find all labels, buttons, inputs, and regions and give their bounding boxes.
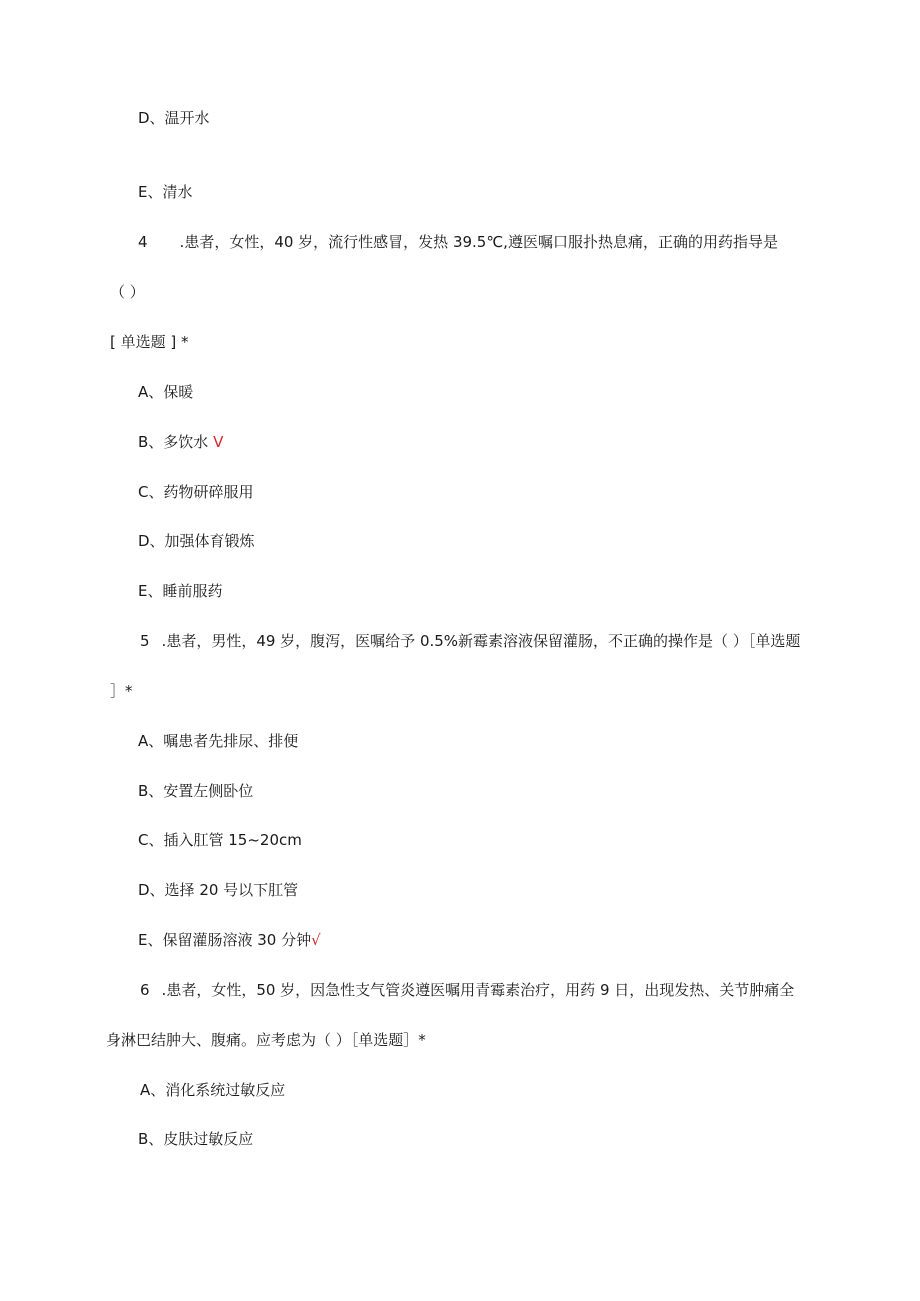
q4-option-e: E、睡前服药 bbox=[138, 582, 223, 600]
q4-question-type: [ 单选题 ] * bbox=[110, 333, 189, 351]
q3-option-d: D、温开水 bbox=[138, 109, 210, 127]
q4-stem: .患者，女性，40 岁，流行性感冒，发热 39.5℃,遵医嘱口服扑热息痛，正确的用药指导是 bbox=[179, 233, 778, 251]
q5-option-c: C、插入肛管 15~20cm bbox=[138, 831, 302, 849]
q5-number: 5 bbox=[140, 632, 150, 650]
correct-mark-icon: V bbox=[213, 433, 224, 451]
q6-number: 6 bbox=[140, 981, 150, 999]
q4-option-b: B、多饮水 V bbox=[138, 433, 224, 451]
q5-option-a: A、嘱患者先排尿、排便 bbox=[138, 732, 299, 750]
q4-stem-continued: （ ） bbox=[110, 283, 145, 301]
q5-stem-line bbox=[140, 631, 800, 651]
q5-option-b: B、安置左侧卧位 bbox=[138, 782, 254, 800]
q6-option-b: B、皮肤过敏反应 bbox=[138, 1130, 254, 1148]
q4-option-d: D、加强体育锻炼 bbox=[138, 532, 255, 550]
q6-stem-line bbox=[140, 980, 794, 1000]
q5-option-d: D、选择 20 号以下肛管 bbox=[138, 881, 299, 899]
q6-stem-continued: 身淋巴结肿大、腹痛。应考虑为（ ）［单选题］* bbox=[106, 1031, 426, 1049]
q4-option-a: A、保暖 bbox=[138, 383, 194, 401]
q6-option-a: A、消化系统过敏反应 bbox=[140, 1081, 286, 1099]
q5-option-e: E、保留灌肠溶液 30 分钟√ bbox=[138, 931, 321, 949]
q4-stem-line bbox=[138, 232, 778, 252]
q4-number: 4 bbox=[138, 233, 148, 251]
q5-stem: .患者，男性，49 岁，腹泻，医嘱给予 0.5%新霉素溶液保留灌肠，不正确的操作是（ ）［单选题 bbox=[161, 632, 801, 650]
q6-stem: .患者，女性，50 岁，因急性支气管炎遵医嘱用青霉素治疗，用药 9 日，出现发热、关节肿痛全 bbox=[161, 981, 795, 999]
q4-option-c: C、药物研碎服用 bbox=[138, 483, 254, 501]
correct-mark-icon: √ bbox=[311, 931, 321, 949]
q5-stem-continued: ］* bbox=[110, 682, 133, 700]
q3-option-e: E、清水 bbox=[138, 183, 193, 201]
